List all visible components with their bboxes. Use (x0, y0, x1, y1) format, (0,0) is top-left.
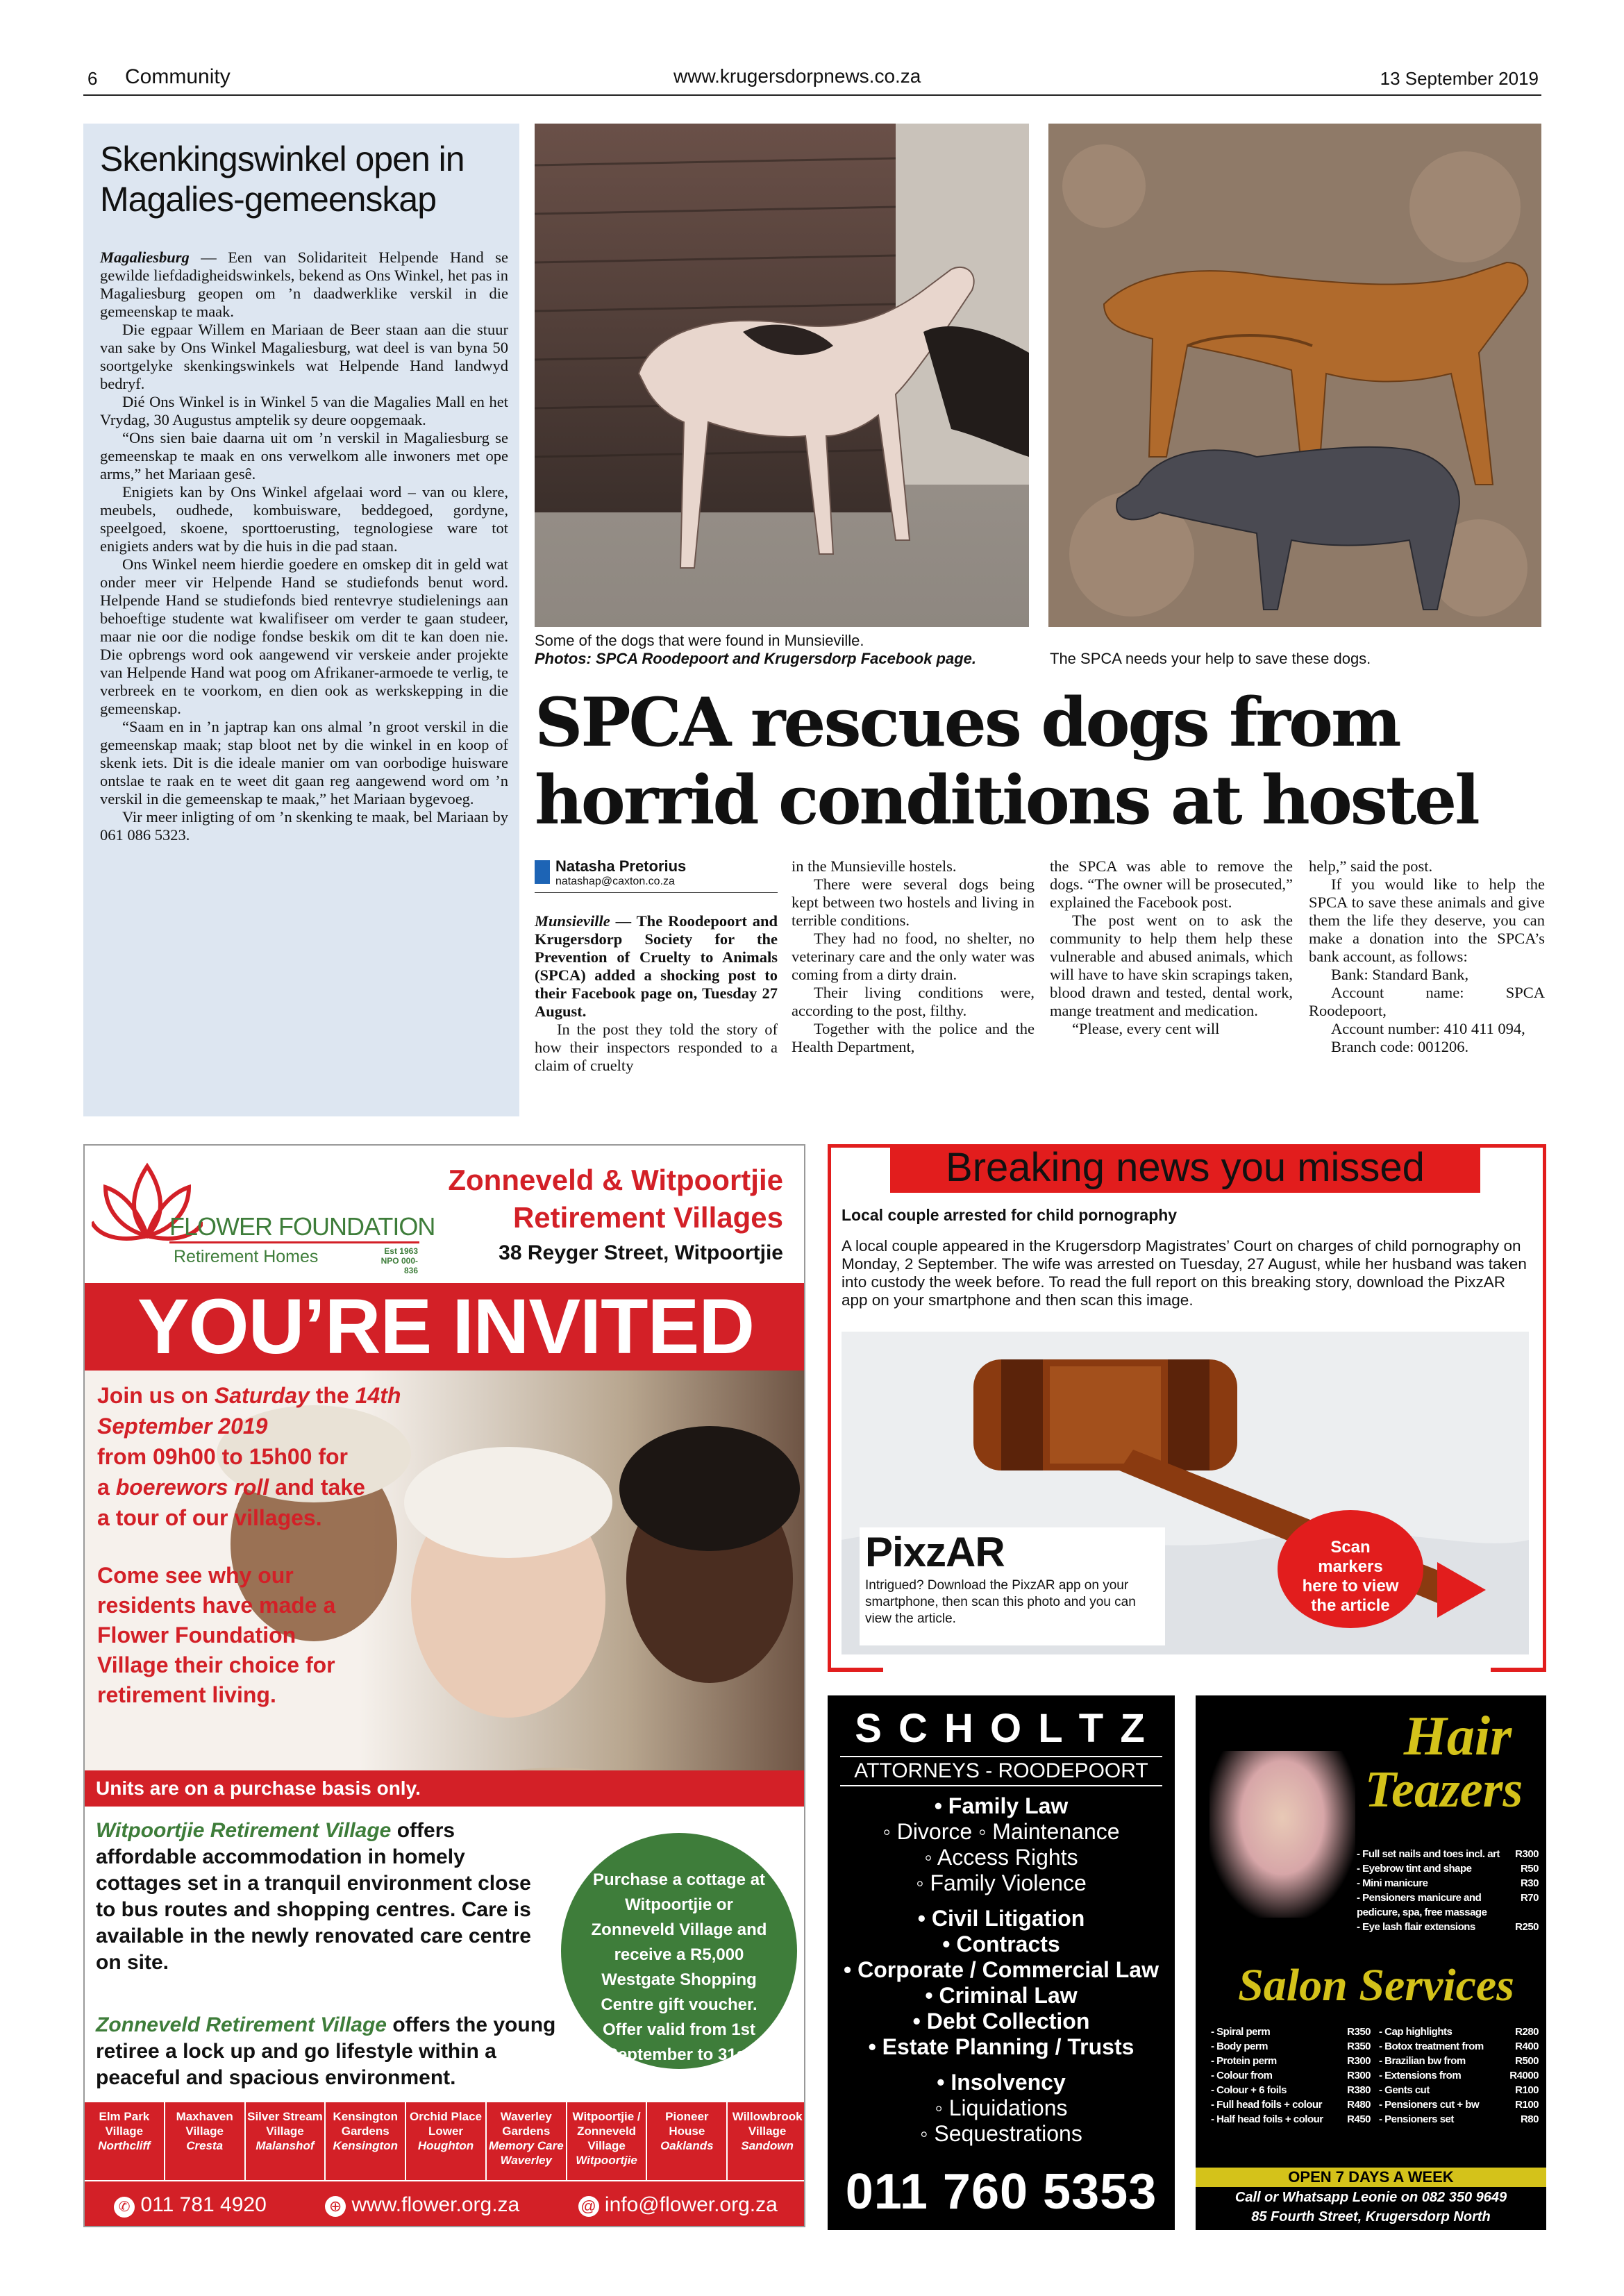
price-row (1211, 2039, 1371, 2054)
join-date: 14th September 2019 (97, 1383, 401, 1439)
breaking-body: A local couple appeared in the Krugersdorp Magistrates’ Court on charges of child pornography on Monday, 2 September. The wife was arrested on Tuesday, 27 August, while her husband was taken into custody the week before. To read the full report on this breaking story, download the PixzAR app on your smartphone and then scan this image. (842, 1237, 1527, 1309)
price-value: R70 (1520, 1892, 1539, 1904)
sidebar-paragraph: Dié Ons Winkel is in Winkel 5 van die Magalies Mall en het Vrydag, 30 Augustus amptelik sy deure oopgemaak. (100, 393, 508, 428)
price-item: - Spiral perm (1211, 2026, 1271, 2038)
village-name: Elm Park (99, 2110, 150, 2123)
spca-paragraph: Together with the police and the Health Department, (792, 1020, 1035, 1055)
village-item (326, 2102, 406, 2180)
village-item (246, 2102, 326, 2180)
price-value: R350 (1347, 2041, 1371, 2052)
est-text: Est 1963 (384, 1246, 418, 1256)
email-contact[interactable] (578, 2193, 778, 2217)
byline-marker (535, 860, 550, 884)
hair-teazers-ad (1196, 1695, 1546, 2230)
price-value: R250 (1515, 1921, 1539, 1933)
hair-address: 85 Fourth Street, Krugersdorp North (1251, 2209, 1491, 2224)
spca-paragraph: Bank: Standard Bank, (1331, 966, 1469, 983)
village-location: Northcliff (98, 2139, 151, 2152)
price-row (1211, 2112, 1371, 2127)
phone-contact[interactable] (114, 2193, 267, 2218)
village-item (487, 2102, 567, 2180)
village-name: Orchid Place (410, 2110, 482, 2123)
price-value: R300 (1347, 2070, 1371, 2081)
price-row (1379, 2112, 1539, 2127)
village-name: Pioneer (665, 2110, 709, 2123)
price-value: R80 (1520, 2113, 1539, 2125)
price-row (1379, 2068, 1539, 2083)
salon-services-title: Salon Services (1238, 1960, 1514, 2011)
spca-paragraph: in the Munsieville hostels. (792, 857, 957, 875)
price-row (1379, 2039, 1539, 2054)
sidebar-paragraph: Enigiets kan by Ons Winkel afgelaai word – van ou klere, meubels, oudhede, kombuisware, beddegoed, gordyne, speelgoed, skoene, sporttoerusting, tegnologiese ware tot enigiets anders wat by die huis in die pad staan. (100, 483, 508, 555)
flower-address: 38 Reyger Street, Witpoortjie (499, 1241, 783, 1264)
hair-brand-1: Hair (1403, 1706, 1512, 1767)
hair-brand-2: Teazers (1364, 1761, 1523, 1818)
photo-caption-right: The SPCA needs your help to save these dogs. (1050, 650, 1371, 667)
village-name: Gardens (502, 2125, 551, 2138)
village-item (728, 2102, 805, 2180)
price-row (1357, 1920, 1539, 1934)
pixzar-logo (860, 1527, 1165, 1577)
open-banner: OPEN 7 DAYS A WEEK (1196, 2168, 1546, 2187)
spca-paragraph: the SPCA was able to remove the dogs. “The owner will be prosecuted,” explained the Facebook post. (1050, 857, 1293, 911)
service-item: ◦ Sequestrations (920, 2121, 1082, 2146)
price-item: - Pensioners set (1379, 2113, 1454, 2125)
price-row (1211, 2054, 1371, 2068)
scan-marker-text: Scan markers here to view the article (1302, 1538, 1399, 1615)
spca-paragraph: If you would like to help the SPCA to save these animals and give them the life they deserve, you can make a donation into the SPCA’s bank account, as follows: (1309, 875, 1545, 965)
price-item: - Cap highlights (1379, 2026, 1453, 2038)
spca-column-1 (535, 857, 778, 1075)
spca-lead: — The Roodepoort and Krugersdorp Society for the Prevention of Cruelty to Animals (SPCA) added a shocking post to their Facebook page on, Tuesday 27 August. (535, 912, 778, 1020)
price-value: R300 (1347, 2055, 1371, 2067)
units-banner: Units are on a purchase basis only. (85, 1770, 805, 1807)
price-item: - Eye lash flair extensions (1357, 1921, 1475, 1933)
price-row (1211, 2068, 1371, 2083)
price-item: - Colour from (1211, 2070, 1273, 2081)
price-value: R280 (1515, 2026, 1539, 2038)
service-item: ◦ Divorce ◦ Maintenance (882, 1819, 1120, 1844)
village-item (85, 2102, 165, 2180)
join-day: Saturday (214, 1383, 310, 1408)
scholtz-name: S C H O L T Z (855, 1706, 1148, 1751)
price-value: R100 (1515, 2099, 1539, 2111)
price-value: R450 (1347, 2113, 1371, 2125)
village-list (85, 2102, 805, 2180)
price-value: R300 (1515, 1848, 1539, 1860)
caption-text: Some of the dogs that were found in Munsieville. (535, 632, 864, 649)
sidebar-paragraph: — Een van Solidariteit Helpende Hand se gewilde liefdadigheidswinkels, bekend as Ons Winkel, het pas in Magaliesburg geopen om ’n daadwerklike verskil in die gemeenskap te maak. (100, 249, 508, 320)
spca-paragraph: Account name: SPCA Roodepoort, (1309, 984, 1545, 1019)
village-name: Silver Stream (247, 2110, 323, 2123)
section-name: Community (125, 65, 231, 88)
arrow-right-icon (1437, 1562, 1486, 1618)
price-row (1379, 2097, 1539, 2112)
village-location: Witpoortjie (576, 2154, 637, 2167)
price-value: R500 (1515, 2055, 1539, 2067)
village-name: Willowbrook (732, 2110, 803, 2123)
page-number: 6 (87, 68, 98, 89)
price-row (1379, 2054, 1539, 2068)
flower-logo-name: FLOWER FOUNDATION (169, 1212, 435, 1241)
website-url: www.flower.org.za (351, 2193, 520, 2216)
village-item (406, 2102, 487, 2180)
spca-paragraph: The post went on to ask the community to help them help these vulnerable and abused animals, which will have to have skin scrapings taken, blood drawn and tested, dental work, mange treatment and medication. (1050, 912, 1293, 1019)
join-us-text (97, 1380, 403, 1533)
witpoortjie-info (96, 1818, 540, 1976)
village-name: Village (266, 2125, 304, 2138)
price-item: - Pensioners manicure and pedicure, spa, free massage (1357, 1892, 1487, 1918)
dog-photo-right (1048, 124, 1541, 627)
village-name: Village (748, 2125, 787, 2138)
scholtz-phone[interactable]: 011 760 5353 (845, 2164, 1157, 2220)
price-item: - Mini manicure (1357, 1877, 1428, 1889)
village-name: Maxhaven (176, 2110, 233, 2123)
breaking-headline[interactable]: Local couple arrested for child pornography (842, 1206, 1178, 1224)
village-item (165, 2102, 246, 2180)
hair-contact[interactable]: Call or Whatsapp Leonie on 082 350 9649 (1234, 2190, 1507, 2205)
spca-column-4 (1309, 857, 1545, 1056)
price-item: - Full set nails and toes incl. art (1357, 1848, 1500, 1860)
village-item (647, 2102, 728, 2180)
price-value: R350 (1347, 2026, 1371, 2038)
spca-paragraph: In the post they told the story of how their inspectors responded to a claim of cruelty (535, 1021, 778, 1074)
zonneveld-text: offers the young retiree a lock up and go lifestyle within a peaceful and spacious environment. (96, 2013, 556, 2089)
village-location: Oaklands (660, 2139, 714, 2152)
price-item: - Protein perm (1211, 2055, 1277, 2067)
price-item: - Full head foils + colour (1211, 2099, 1322, 2111)
price-value: R4000 (1509, 2070, 1539, 2081)
byline (535, 857, 778, 893)
village-location: Kensington (333, 2139, 398, 2152)
spca-paragraph: They had no food, no shelter, no veterinary care and the only water was coming from a dirty drain. (792, 930, 1035, 983)
issue-date: 13 September 2019 (1380, 68, 1539, 89)
zonneveld-name: Zonneveld Retirement Village (96, 2013, 387, 2036)
zonneveld-info (96, 2012, 582, 2091)
service-item: • Debt Collection (912, 2009, 1090, 2034)
village-location: Houghton (417, 2139, 474, 2152)
youre-invited-banner: YOU’RE INVITED (85, 1283, 805, 1371)
spca-paragraph: There were several dogs being kept between two hostels and living in terrible conditions. (792, 875, 1035, 929)
price-value: R50 (1520, 1863, 1539, 1875)
price-row (1211, 2097, 1371, 2112)
sidebar-paragraph: “Saam en in ’n japtrap kan ons almal ’n groot verskil in die gemeenskap maak; stap bloot net by die winkel in en koop of skenk iets. Dit is die ideale manier om van oorbodige huisware ontslae te raak en te weet dit gaan reg aangewend word om ’n verskil in die gemeenskap te maak,” het Mariaan bygevoeg. (100, 718, 508, 807)
village-name: Village (105, 2125, 144, 2138)
author-email[interactable]: natashap@caxton.co.za (555, 875, 675, 887)
globe-icon: ⊕ (325, 2196, 346, 2217)
est-label (376, 1246, 418, 1275)
price-value: R100 (1515, 2084, 1539, 2096)
caption-credit: Photos: SPCA Roodepoort and Krugersdorp Facebook page. (535, 650, 977, 667)
price-value: R380 (1347, 2084, 1371, 2096)
price-value: R30 (1520, 1877, 1539, 1889)
join-line: and take (275, 1475, 365, 1500)
spca-paragraph: Branch code: 001206. (1331, 1038, 1469, 1055)
spca-paragraph: help,” said the post. (1309, 857, 1433, 875)
witpoortjie-text: offers affordable accommodation in homely cottages set in a tranquil environment close to bus routes and shopping centres. Care is available in the newly renovated care centre on site. (96, 1819, 531, 1974)
sidebar-paragraph: Die egpaar Willem en Mariaan de Beer staan aan die stuur van sake by Ons Winkel Magaliesburg, wat deel is van byna 50 soortgelyke skenkingswinkels wat Helpende Hand landwyd bedryf. (100, 321, 508, 392)
price-item: - Pensioners cut + bw (1379, 2099, 1480, 2111)
flower-title-2: Retirement Villages (512, 1201, 783, 1234)
service-item: • Criminal Law (925, 1983, 1078, 2008)
spca-column-2 (792, 857, 1035, 1056)
village-name: Lower (428, 2125, 464, 2138)
service-item: • Civil Litigation (917, 1906, 1085, 1931)
spca-column-3 (1050, 857, 1293, 1038)
price-value: R480 (1347, 2099, 1371, 2111)
service-item: • Estate Planning / Trusts (868, 2034, 1135, 2059)
price-row (1357, 1891, 1539, 1920)
price-row (1357, 1847, 1539, 1861)
price-list-right (1379, 2025, 1539, 2127)
join-roll: boerewors roll (115, 1475, 269, 1500)
service-item: ◦ Access Rights (924, 1845, 1078, 1870)
village-location: Sandown (741, 2139, 794, 2152)
join-tour: a tour of our villages. (97, 1505, 322, 1530)
flower-foundation-ad (83, 1144, 805, 2227)
phone-icon: ✆ (114, 2197, 135, 2218)
price-item: - Colour + 6 foils (1211, 2084, 1287, 2096)
pixzar-panel (860, 1527, 1165, 1645)
join-line: a (97, 1475, 110, 1500)
scholtz-sub: ATTORNEYS - ROODEPOORT (840, 1756, 1162, 1786)
spca-paragraph: “Please, every cent will (1072, 1020, 1220, 1037)
join-line: Join us on (97, 1383, 208, 1408)
village-location: Malanshof (256, 2139, 315, 2152)
price-item: - Body perm (1211, 2041, 1269, 2052)
page-header (83, 64, 1541, 96)
price-value: R400 (1515, 2041, 1539, 2052)
sidebar-article (83, 124, 519, 1116)
website[interactable]: www.krugersdorpnews.co.za (673, 65, 921, 87)
author-name: Natasha Pretorius (555, 857, 687, 875)
npo-text: NPO 000-836 (380, 1256, 418, 1275)
price-row (1379, 2025, 1539, 2039)
phone-number: 011 781 4920 (140, 2193, 267, 2216)
breaking-news-banner: Breaking news you missed (890, 1144, 1480, 1193)
service-item: • Insolvency (937, 2070, 1066, 2095)
price-row (1379, 2083, 1539, 2097)
village-item (567, 2102, 648, 2180)
price-item: - Gents cut (1379, 2084, 1430, 2096)
come-see-text: Come see why our residents have made a Flower Foundation Village their choice for retirement living. (97, 1563, 336, 1707)
spca-paragraph: Their living conditions were, according to the post, filthy. (792, 984, 1035, 1019)
breaking-news-corner (828, 1668, 883, 1672)
web-contact[interactable] (325, 2193, 519, 2217)
sidebar-paragraph: “Ons sien baie daarna uit om ’n verskil in Magaliesburg se gemeenskap te maak en ons verwelkom alle inwoners met ope arms,” het Mariaan gesê. (100, 429, 508, 483)
offer-text: Purchase a cottage at Witpoortjie or Zonneveld Village and receive a R5,000 Westgate Shopping Centre gift voucher. Offer valid from 1st September to 31st December 2019. (591, 1870, 767, 2089)
photo-caption-left (535, 632, 1029, 668)
spca-paragraph: Account number: 410 411 094, (1331, 1020, 1525, 1037)
price-list-left (1211, 2025, 1371, 2127)
spca-dateline: Munsieville (535, 912, 610, 930)
sidebar-body (100, 249, 508, 844)
breaking-news-corner (1491, 1668, 1546, 1672)
service-item: • Contracts (942, 1932, 1060, 1956)
price-item: - Botox treatment from (1379, 2041, 1484, 2052)
village-name: Village (185, 2125, 224, 2138)
pixzar-instructions: Intrigued? Download the PixzAR app on your smartphone, then scan this photo and you can view the article. (865, 1578, 1136, 1626)
village-name: Witpoortjie / Zonneveld (572, 2110, 641, 2138)
logo-divider (169, 1241, 419, 1243)
sidebar-paragraph: Ons Winkel neem hierdie goedere en omskep dit in geld wat onder meer vir Helpende Hand se studiefonds benut word. Helpende Hand se studiefonds bied rentevrye studielenings aan behoeftige studente wat kwalifiseer om verder te gaan studeer, maar nie oor die nodige fondse beskik om dit te kan doen nie. Die opbrengs word ook aangewend vir verskeie ander projekte van Helpende Hand wat poog om Afrikaner-armoede te verlig, te verbreek en te voorkom, en dien ook as werkskepping in die gemeenskap. (100, 555, 508, 717)
scholtz-attorneys-ad (828, 1695, 1175, 2230)
service-item: ◦ Family Violence (916, 1870, 1087, 1895)
village-location: Memory Care Waverley (488, 2139, 564, 2167)
services-list (828, 1793, 1175, 2147)
price-row (1211, 2025, 1371, 2039)
sidebar-dateline: Magaliesburg (100, 249, 190, 266)
price-item: - Half head foils + colour (1211, 2113, 1323, 2125)
at-icon: @ (578, 2196, 599, 2217)
price-item: - Extensions from (1379, 2070, 1462, 2081)
price-item: - Eyebrow tint and shape (1357, 1863, 1472, 1875)
email-address: info@flower.org.za (604, 2193, 778, 2216)
price-item: - Brazilian bw from (1379, 2055, 1466, 2067)
flower-title-1: Zonneveld & Witpoortjie (448, 1164, 783, 1196)
dog-photo-left (535, 124, 1029, 627)
contact-bar (85, 2181, 805, 2227)
flower-logo-sub: Retirement Homes (174, 1247, 319, 1266)
sidebar-paragraph: Vir meer inligting of om ’n skenking te maak, bel Mariaan by 061 086 5323. (100, 808, 508, 844)
sidebar-headline: Skenkingswinkel open in Magalies-gemeenskap (100, 140, 464, 219)
price-list-top (1357, 1847, 1539, 1934)
village-name: House (669, 2125, 705, 2138)
village-name: Village (587, 2139, 626, 2152)
price-row (1357, 1876, 1539, 1891)
village-location: Cresta (186, 2139, 224, 2152)
village-name: Waverley (500, 2110, 552, 2123)
village-name: Kensington (333, 2110, 398, 2123)
price-row (1211, 2083, 1371, 2097)
service-item: ◦ Liquidations (935, 2095, 1068, 2120)
village-name: Gardens (341, 2125, 390, 2138)
price-row (1357, 1861, 1539, 1876)
join-time: from 09h00 to 15h00 for (97, 1444, 348, 1469)
pixzar-logo-text: PixzAR (865, 1529, 1005, 1575)
service-item: • Corporate / Commercial Law (844, 1957, 1159, 1982)
model-photo (1209, 1751, 1355, 1918)
spca-headline: SPCA rescues dogs from horrid conditions at hostel (535, 683, 1478, 839)
service-item: • Family Law (934, 1793, 1069, 1818)
witpoortjie-name: Witpoortjie Retirement Village (96, 1819, 392, 1842)
join-line: the (315, 1383, 349, 1408)
